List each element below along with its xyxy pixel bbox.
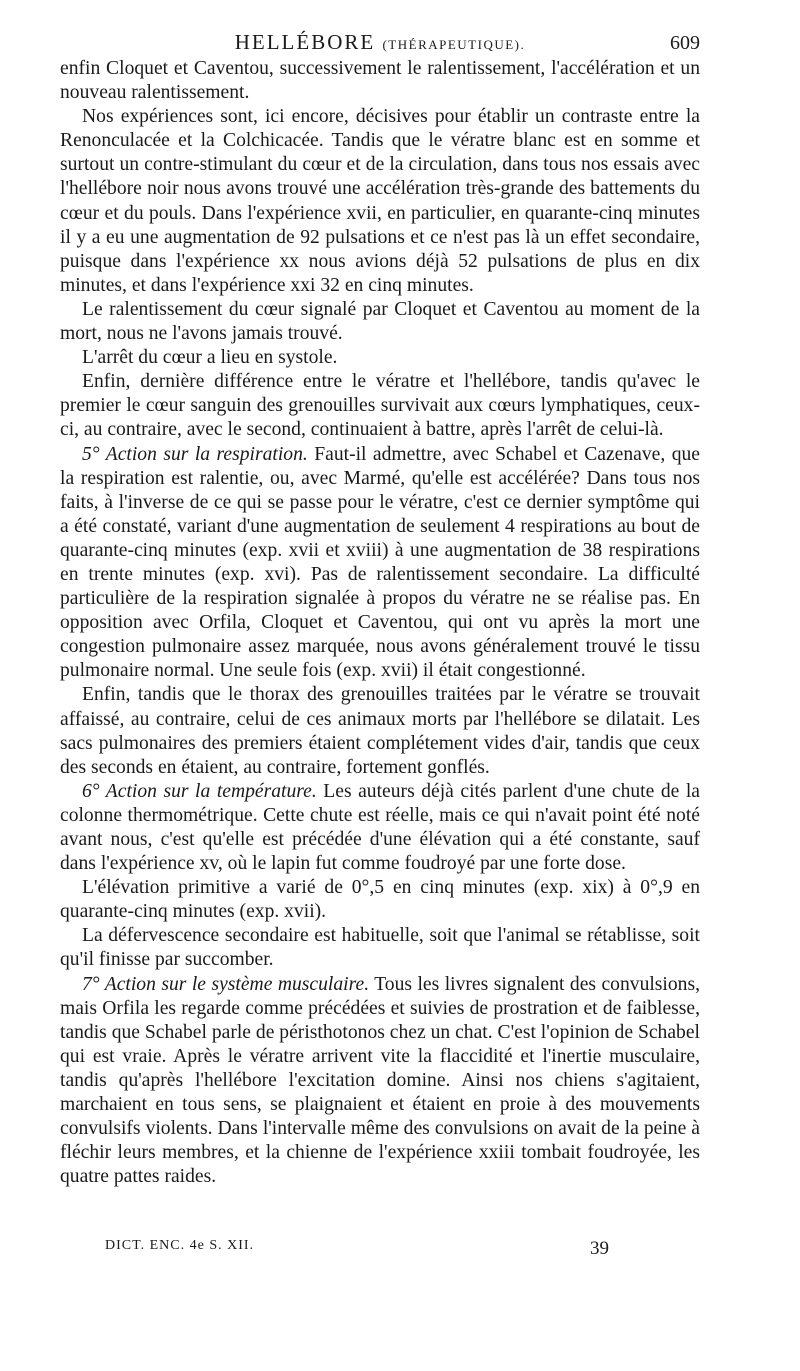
paragraph: L'arrêt du cœur a lieu en systole. [82, 347, 338, 369]
section-heading-respiration: 5° Action sur la respiration. [82, 443, 308, 465]
paragraph [60, 973, 700, 1190]
paragraph: Enfin, tandis que le thorax des grenouilles traitées par le vératre se trouvait affaissé, au contraire, celui de ces animaux morts par l'hellébore se dilatait. Les sacs pulmonaires des premiers étaient complétement vides d'air, tandis que ceux des seconds en étaient, au contraire, fortement gonflés. [60, 684, 700, 778]
paragraph: Le ralentissement du cœur signalé par Cloquet et Caventou au moment de la mort, nous ne l'avons jamais trouvé. [60, 298, 700, 345]
paragraph: Enfin, dernière différence entre le vératre et l'hellébore, tandis qu'avec le premier le cœur sanguin des grenouilles survivait aux cœurs lymphatiques, ceux-ci, au contraire, avec le second, continuaient à battre, après l'arrêt de celui-là. [60, 371, 700, 441]
sheet-number: 39 [590, 1238, 609, 1259]
paragraph [60, 780, 700, 876]
paragraph: L'élévation primitive a varié de 0°,5 en cinq minutes (exp. xix) à 0°,9 en quarante-cinq minutes (exp. xvii). [60, 877, 700, 923]
header-title [60, 30, 700, 55]
paragraph: La défervescence secondaire est habituelle, soit que l'animal se rétablisse, soit qu'il finisse par succomber. [60, 925, 700, 971]
header-title-main: HELLÉBORE [234, 30, 376, 54]
section-heading-muscular: 7° Action sur le système musculaire. [82, 973, 370, 995]
paragraph-text: Tous les livres signalent des convulsions, mais Orfila les regarde comme précédées et suivies de prostration et de faiblesse, tandis que Schabel parle de péristhotonos chez un chat. C'est l'opinion de Schabel qui est vraie. Après le vératre arrivent vite la flaccidité et l'inertie musculaire, tandis qu'après l'hellébore l'excitation domine. Ainsi nos chiens s'agitaient, marchaient en tous sens, se plaignaient et étaient en proie à des mouvements convulsifs violents. Dans l'intervalle même des convulsions on avait de la peine à fléchir leurs membres, et la chienne de l'expérience xxiii tombait foudroyée, les quatre pattes raides. [60, 973, 700, 1188]
paragraph: Nos expériences sont, ici encore, décisives pour établir un contraste entre la Renonculacée et la Colchicacée. Tandis que le vératre blanc est en somme et surtout un contre-stimulant du cœur et de la circulation, dans tous nos essais avec l'hellébore noir nous avons trouvé une accélération très-grande des battements du cœur et du pouls. Dans l'expérience xvii, en particulier, en quarante-cinq minutes il y a eu une augmentation de 92 pulsations et ce n'est pas là un effet secondaire, puisque dans l'expérience xx nous avions déjà 52 pulsations de plus en dix minutes, et dans l'expérience xxi 32 en cinq minutes. [60, 106, 700, 296]
footer [60, 1238, 700, 1268]
printer-signature: DICT. ENC. 4e S. XII. [105, 1238, 255, 1253]
header-subtitle: (THÉRAPEUTIQUE). [382, 37, 526, 52]
section-heading-temperature: 6° Action sur la température. [82, 780, 317, 802]
paragraph-text: Faut-il admettre, avec Schabel et Cazenave, que la respiration est ralentie, ou, avec Marmé, qu'elle est accélérée? Dans tous nos faits, à l'inverse de ce qui se passe pour le vératre, c'est ce dernier symptôme qui a été constaté, variant d'une augmentation de seulement 4 respirations au bout de quarante-cinq minutes (exp. xvii et xviii) à une augmentation de 38 respirations en trente minutes (exp. xvi). Pas de ralentissement secondaire. La difficulté particulière de la respiration signalée à propos du vératre ne se réalise pas. En opposition avec Orfila, Cloquet et Caventou, qui ont vu après la mort une congestion pulmonaire assez marquée, nous avons généralement trouvé le tissu pulmonaire normal. Une seule fois (exp. xvii) il était congestionné. [60, 443, 700, 682]
paragraph-text: Les auteurs déjà cités parlent d'une chute de la colonne thermométrique. Cette chute est réelle, mais ce qui n'avait point été noté avant nous, c'est qu'elle est précédée d'une élévation qui a été constante, sauf dans l'expérience xv, où le lapin fut comme foudroyé par une forte dose. [60, 780, 700, 875]
running-header [60, 30, 700, 60]
body-text [60, 57, 700, 1189]
page-number: 609 [670, 32, 700, 54]
paragraph [60, 443, 700, 684]
paragraph: enfin Cloquet et Caventou, successivement le ralentissement, l'accélération et un nouveau ralentissement. [60, 58, 700, 104]
